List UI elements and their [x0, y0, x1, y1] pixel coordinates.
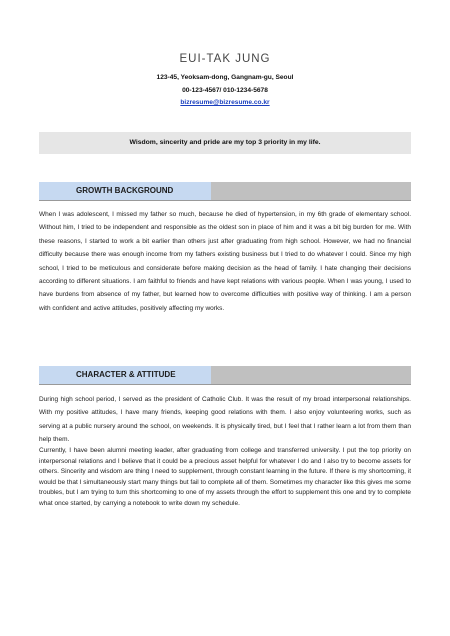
- address: 123-45, Yeoksam-dong, Gangnam-gu, Seoul: [156, 74, 294, 81]
- section-header-bar: [211, 182, 411, 200]
- section-header-growth: [39, 182, 411, 200]
- section-header-bar: [211, 366, 411, 384]
- applicant-name: EUI-TAK JUNG: [179, 53, 271, 65]
- growth-paragraph: When I was adolescent, I missed my father so much, because he died of hypertension, in my 6th grade of elementary school. Without him, I tried to be independent and responsible as the oldest son in place of him and it was a bit big burden for me. With these reasons, I started to work a bit earlier than others just after graduating from high school. However, we had no financial difficulty because there was enough income from my fathers existing business but I tried to do whatever I could. Since my high school, I tried to be meticulous and considerate before making decision as the head of family. I hate changing their decisions according to different situations. I am faithful to friends and have kept relations with various people. When I was young, I used to have burdens from absence of my father, but learned how to overcome difficulties with positive way of thinking. I am a person with confident and active attitudes, positively affecting my works.: [39, 211, 411, 312]
- section-header-character: [39, 366, 411, 384]
- motto-banner: Wisdom, sincerity and pride are my top 3 priority in my life.: [39, 132, 411, 154]
- email-link[interactable]: bizresume@bizresume.co.kr: [180, 99, 270, 106]
- section-title: CHARACTER & ATTITUDE: [76, 370, 176, 379]
- section-divider: [39, 384, 411, 385]
- section-divider: [39, 200, 411, 201]
- character-paragraph-1: During high school period, I served as the president of Catholic Club. It was the result of my broad interpersonal relationships. With my positive attitudes, I have many friends, keeping good relations with them. I also enjoy volunteering works, such as serving at a public nursery around the school, on weekends. It is physically tired, but I feel that I rather learn a lot from them than help them.: [39, 396, 411, 444]
- character-paragraph-2: Currently, I have been alumni meeting leader, after graduating from college and transferred university. I put the top priority on interpersonal relations and I believe that it could be a precious asset helpful for whatever I do and I also try to become assets for others. Sincerity and wisdom are thing I need to supplement, through constant learning in the future. If there is my shortcoming, it would be that I simultaneously start many things but fail to complete all of them. Sometimes my character like this gives me some troubles, but I am trying to turn this shortcoming to one of my assets through the effort to supplement this one and try to complete what once started, by carrying a notebook to write down my schedule.: [39, 447, 411, 507]
- phone-numbers: 00-123-4567/ 010-1234-5678: [182, 87, 268, 94]
- section-title: GROWTH BACKGROUND: [76, 186, 174, 195]
